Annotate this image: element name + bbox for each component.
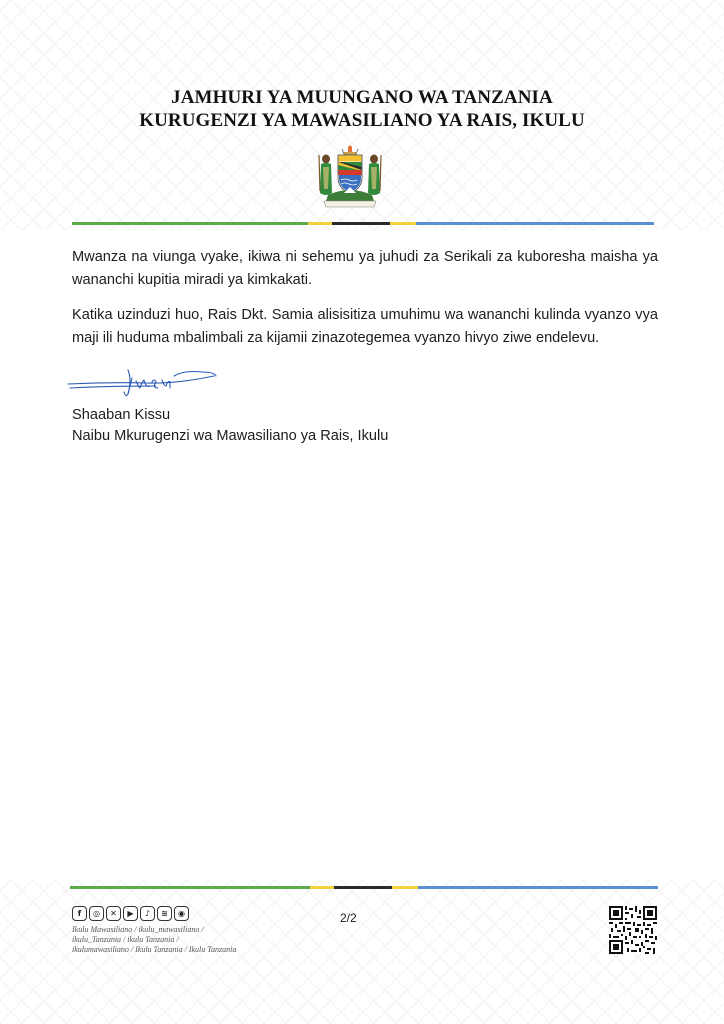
stripe-green [72, 222, 308, 225]
stripe-yellow-right [392, 886, 418, 889]
stripe-black [332, 222, 390, 225]
handles-line-1: Ikulu Mawasiliano / ikulu_mawasiliano / [72, 925, 204, 934]
signer-block [72, 405, 388, 447]
handles-line-3: ikulumawasiliano / Ikulu Tanzania / Ikulu Tanzania [72, 945, 237, 954]
page-number: 2/2 [340, 911, 357, 925]
signer-title: Naibu Mkurugenzi wa Mawasiliano ya Rais, Ikulu [72, 428, 389, 444]
letterhead-line-2: KURUGENZI YA MAWASILIANO YA RAIS, IKULU [139, 110, 585, 131]
stripe-black [334, 886, 392, 889]
signer-name: Shaaban Kissu [72, 407, 171, 423]
stripe-blue [418, 886, 658, 889]
stripe-yellow-left [308, 222, 332, 225]
tanzania-coat-of-arms-icon [314, 145, 386, 211]
social-icons-row [72, 906, 189, 921]
qr-code-icon[interactable] [609, 906, 657, 954]
tiktok-icon[interactable]: ♪ [140, 906, 155, 921]
handwritten-signature [66, 364, 218, 404]
social-handles [72, 925, 252, 955]
instagram-icon[interactable]: ◎ [89, 906, 104, 921]
spotify-icon[interactable]: ≋ [157, 906, 172, 921]
letter-body [72, 246, 658, 362]
body-paragraph-1: Mwanza na viunga vyake, ikiwa ni sehemu ya juhudi za Serikali za kuboresha maisha ya wananchi kupitia miradi ya kimkakati. [72, 249, 658, 288]
header-divider-stripe [72, 222, 654, 225]
stripe-blue [416, 222, 654, 225]
letterhead [0, 86, 724, 132]
letterhead-line-1: JAMHURI YA MUUNGANO WA TANZANIA [171, 87, 553, 108]
stripe-yellow-left [310, 886, 334, 889]
footer-divider-stripe [70, 886, 658, 889]
x-icon[interactable]: ✕ [106, 906, 121, 921]
stripe-green [70, 886, 310, 889]
podcast-icon[interactable]: ◉ [174, 906, 189, 921]
stripe-yellow-right [390, 222, 416, 225]
body-paragraph-2: Katika uzinduzi huo, Rais Dkt. Samia alisisitiza umuhimu wa wananchi kulinda vyanzo vya maji ili huduma mbalimbali za kijamii zinazotegemea vyanzo hivyo ziwe endelevu. [72, 307, 658, 346]
youtube-icon[interactable]: ▶ [123, 906, 138, 921]
handles-line-2: ikulu_Tanzania / ikulu Tanzania / [72, 935, 179, 944]
facebook-icon[interactable]: f [72, 906, 87, 921]
